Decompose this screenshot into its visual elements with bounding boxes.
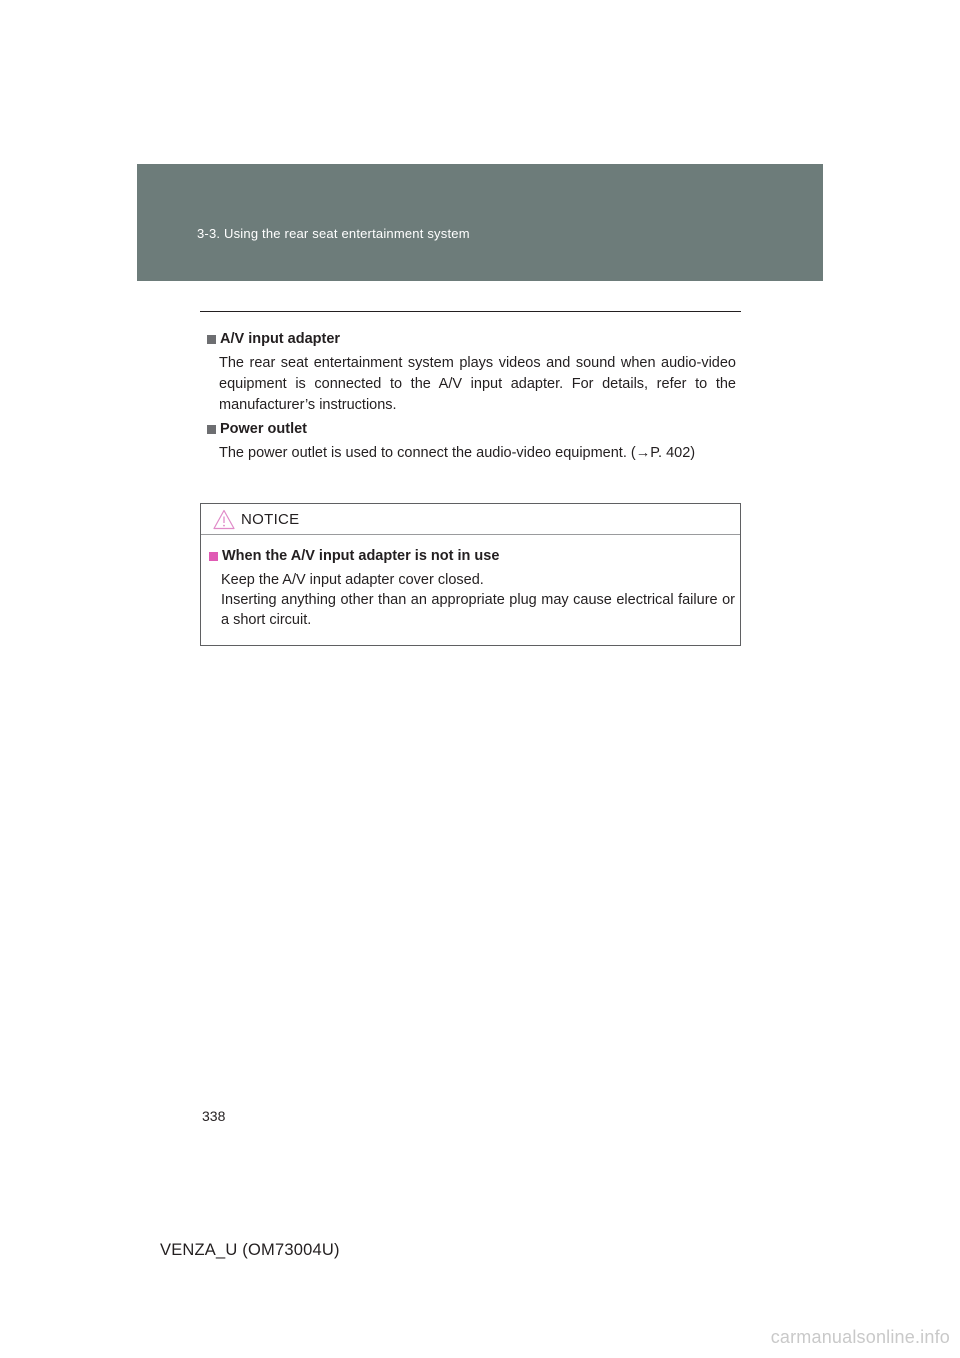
notice-item-heading: [209, 547, 740, 565]
square-bullet-icon: [209, 552, 218, 561]
notice-item-heading-text: When the A/V input adapter is not in use: [222, 548, 500, 564]
section-heading-text: Power outlet: [220, 421, 308, 437]
notice-text: [221, 570, 735, 630]
header-band: [137, 164, 823, 281]
notice-line: Inserting anything other than an appropriate plug may cause electrical failure or a short circuit.: [221, 592, 735, 628]
notice-body: [201, 535, 740, 630]
section-av-input: [207, 330, 737, 416]
square-bullet-icon: [207, 335, 216, 344]
section-body: The power outlet is used to connect the audio-video equipment. (→P. 402): [219, 445, 696, 461]
section-heading: [207, 330, 737, 348]
warning-triangle-icon: [213, 509, 235, 530]
notice-line: Keep the A/V input adapter cover closed.: [221, 572, 484, 588]
manual-id: VENZA_U (OM73004U): [160, 1241, 340, 1259]
section-title: 3-3. Using the rear seat entertainment system: [197, 226, 470, 241]
section-body: The rear seat entertainment system plays videos and sound when audio-video equipment is connected to the A/V input adapter. For details, refer to the manufacturer’s instructions.: [219, 355, 736, 413]
square-bullet-icon: [207, 425, 216, 434]
section-power-outlet: [207, 420, 737, 464]
section-heading: [207, 420, 737, 438]
notice-header: [201, 504, 740, 535]
content: [207, 330, 737, 464]
page-number: 338: [202, 1108, 226, 1124]
notice-box: [200, 503, 741, 646]
notice-title: NOTICE: [241, 510, 300, 528]
top-rule: [200, 311, 741, 312]
section-heading-text: A/V input adapter: [220, 331, 341, 347]
watermark: carmanualsonline.info: [770, 1327, 950, 1347]
